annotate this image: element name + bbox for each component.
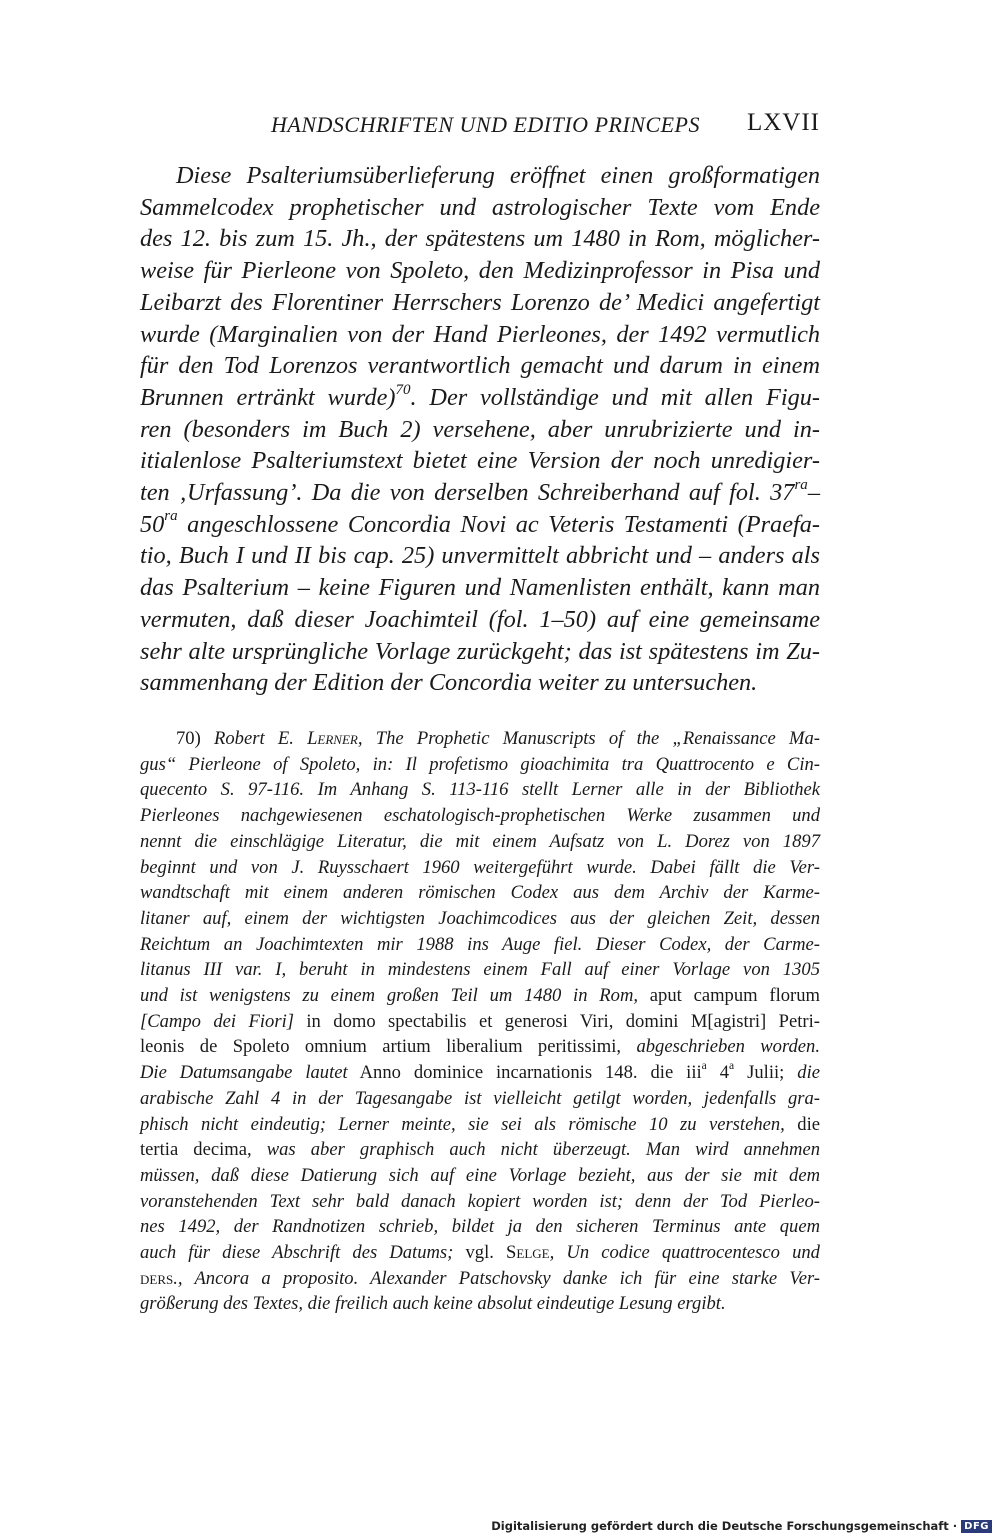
text-line: sehr alte ursprüngliche Vorlage zurückgeht; das ist spätestens im Zu- [140, 637, 820, 665]
superscript: a [729, 1060, 735, 1073]
text-segment: [Campo dei Fiori] [140, 1010, 294, 1032]
author-name: Selge [506, 1242, 550, 1264]
text-segment: vgl. [453, 1242, 507, 1264]
dfg-logo: DFG [961, 1520, 992, 1533]
text-segment: Brunnen ertränkt wurde) [140, 383, 396, 411]
footnote-number: 70) [176, 728, 201, 749]
footnote-line [140, 726, 820, 752]
footnote-line [140, 1060, 820, 1086]
digitization-credit [491, 1518, 992, 1534]
text-segment: was aber graphisch auch nicht überzeugt. Man wird annehmen [251, 1139, 820, 1161]
footnote-line: nes 1492, der Randnotizen schrieb, bildet ja den sicheren Terminus ante quem [140, 1216, 820, 1238]
text-segment: aput campum florum [638, 985, 820, 1007]
text-segment: und ist wenigstens zu einem großen Teil um 1480 in Rom, [140, 985, 639, 1007]
footnote-line [140, 1112, 820, 1138]
text-line: ren (besonders im Buch 2) versehene, aber unrubrizierte und in- [140, 415, 820, 443]
text-segment: tertia decima, [140, 1139, 252, 1161]
running-title: HANDSCHRIFTEN UND EDITIO PRINCEPS [271, 112, 700, 137]
separator-dot: · [952, 1519, 958, 1533]
text-segment: , The Prophetic Manuscripts of the „Renaissance Ma- [357, 728, 820, 749]
page-number: LXVII [746, 109, 820, 136]
text-segment: leonis de Spoleto omnium artium liberalium peritissimi, [140, 1036, 622, 1058]
author-name: Lerner [307, 728, 358, 749]
footnote-line: müssen, daß diese Datierung sich auf eine Vorlage bezieht, aus der sie mit dem [140, 1164, 820, 1186]
text-line: das Psalterium – keine Figuren und Namenlisten enthält, kann man [140, 574, 820, 602]
superscript: ra [164, 508, 178, 525]
text-line: Diese Psalteriumsüberlieferung eröffnet einen großformatigen [176, 162, 820, 189]
main-paragraph [140, 160, 820, 699]
text-segment: ten ‚Urfassung’. Da die von derselben Schreiberhand auf fol. 37 [140, 479, 795, 507]
footnote-line: Reichtum an Joachimtexten mir 1988 ins Auge fiel. Dieser Codex, der Carme- [140, 933, 820, 955]
text-line: itialenlose Psalteriumstext bietet eine Version der noch unredigier- [140, 447, 820, 475]
text-segment: die [784, 1113, 820, 1135]
author-name: ders [140, 1267, 174, 1289]
text-line: des 12. bis zum 15. Jh., der spätestens um 1480 in Rom, möglicher- [140, 225, 820, 253]
text-segment: – [807, 479, 820, 507]
text-segment: ., Ancora a proposito. Alexander Patschovsky danke ich für eine starke Ver- [173, 1267, 820, 1289]
text-line [140, 477, 820, 509]
text-line: weise für Pierleone von Spoleto, den Medizinprofessor in Pisa und [140, 257, 820, 285]
credit-text: Digitalisierung gefördert durch die Deutsche Forschungsgemeinschaft [491, 1519, 949, 1533]
superscript: ra [794, 476, 808, 493]
footnote-line [140, 1266, 820, 1292]
text-segment: 50 [140, 510, 165, 538]
text-line [140, 509, 820, 541]
footnote-line: größerung des Textes, die freilich auch keine absolut eindeutige Lesung ergibt. [140, 1293, 726, 1315]
text-line [140, 382, 820, 414]
text-segment: 4 [706, 1062, 730, 1084]
text-segment: , Un codice quattrocentesco und [549, 1242, 820, 1264]
footnote [140, 726, 820, 1317]
footnote-line: beginnt und von J. Ruysschaert 1960 weitergeführt wurde. Dabei fällt die Ver- [140, 856, 820, 878]
footnote-line: litanus III var. I, beruht in mindestens einem Fall auf einer Vorlage von 1305 [140, 959, 820, 981]
running-header [140, 109, 820, 144]
footnote-line [140, 1009, 820, 1035]
footnote-line: arabische Zahl 4 in der Tagesangabe ist vielleicht getilgt worden, jedenfalls gra- [140, 1087, 820, 1109]
text-line: tio, Buch I und II bis cap. 25) unvermittelt abbricht und – anders als [140, 542, 820, 570]
text-segment: Anno dominice incarnationis 148. die iii [347, 1062, 702, 1084]
text-line: wurde (Marginalien von der Hand Pierleones, der 1492 vermutlich [140, 320, 820, 348]
text-segment: abgeschrieben worden. [621, 1036, 821, 1058]
text-segment: phisch nicht eindeutig; Lerner meinte, sie sei als römische 10 zu verstehen, [140, 1113, 785, 1135]
text-segment: die [784, 1062, 820, 1084]
text-segment: Robert E. [200, 728, 308, 749]
footnote-line [140, 1034, 820, 1060]
footnote-marker[interactable]: 70 [395, 381, 411, 398]
text-segment: Julii; [734, 1062, 785, 1084]
text-line: vermuten, daß dieser Joachimteil (fol. 1–50) auf eine gemeinsame [140, 605, 820, 633]
text-segment: in domo spectabilis et generosi Viri, domini M[agistri] Petri- [293, 1010, 820, 1032]
footnote-line [140, 1240, 820, 1266]
footnote-line: quecento S. 97-116. Im Anhang S. 113-116 stellt Lerner alle in der Bibliothek [140, 779, 820, 801]
footnote-line [140, 983, 820, 1009]
footnote-line: gus“ Pierleone of Spoleto, in: Il profetismo gioachimita tra Quattrocento e Cin- [140, 753, 820, 775]
footnote-line: wandtschaft mit einem anderen römischen Codex aus dem Archiv der Karme- [140, 882, 820, 904]
text-segment: Die Datumsangabe lautet [140, 1062, 348, 1084]
text-line: Leibarzt des Florentiner Herrschers Lorenzo de’ Medici angefertigt [140, 288, 820, 316]
text-line: für den Tod Lorenzos verantwortlich gemacht und darum in einem [140, 352, 820, 380]
text-segment: auch für diese Abschrift des Datums; [140, 1242, 454, 1264]
text-segment: . Der vollständige und mit allen Figu- [410, 383, 820, 411]
footnote-line: litaner auf, einem der wichtigsten Joachimcodices aus der gleichen Zeit, dessen [140, 907, 820, 929]
superscript: a [701, 1060, 707, 1073]
text-line: Sammelcodex prophetischer und astrologischer Texte vom Ende [140, 193, 820, 221]
footnote-line: voranstehenden Text sehr bald danach kopiert worden ist; denn der Tod Pierleo- [140, 1190, 820, 1212]
footnote-line: Pierleones nachgewiesenen eschatologisch-prophetischen Werke zusammen und [140, 805, 820, 827]
text-segment: angeschlossene Concordia Novi ac Veteris Testamenti (Praefa- [177, 510, 820, 538]
footnote-line [140, 1137, 820, 1163]
text-line: sammenhang der Edition der Concordia weiter zu untersuchen. [140, 669, 758, 697]
footnote-line: nennt die einschlägige Literatur, die mit einem Aufsatz von L. Dorez von 1897 [140, 830, 820, 852]
